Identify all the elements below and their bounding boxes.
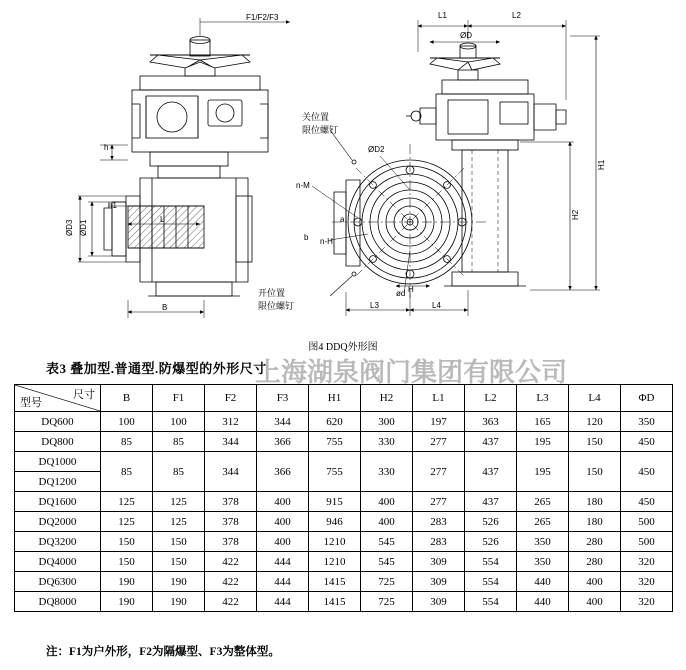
row-model-label: DQ2000 — [15, 512, 101, 532]
cell-L4: 400 — [569, 592, 621, 612]
cell-H1: 1415 — [309, 592, 361, 612]
dimensions-table-wrapper — [14, 384, 672, 612]
cell-F3: 366 — [257, 432, 309, 452]
label-phi-d: ød — [396, 289, 406, 298]
close-limit-line2: 限位螺钉 — [302, 125, 339, 135]
cell-L2: 526 — [465, 512, 517, 532]
cell-F2: 378 — [205, 512, 257, 532]
cell-B: 150 — [101, 552, 153, 572]
table-row — [15, 412, 673, 432]
table-row — [15, 532, 673, 552]
table-row — [15, 492, 673, 512]
cell-L2: 554 — [465, 552, 517, 572]
cell-L2: 437 — [465, 452, 517, 492]
cell-H2: 330 — [361, 452, 413, 492]
label-h1: h1 — [108, 201, 117, 210]
row-model-label: DQ8000 — [15, 592, 101, 612]
column-header-L3: L3 — [517, 385, 569, 412]
cell-F2: 422 — [205, 572, 257, 592]
cell-B: 190 — [101, 592, 153, 612]
cell-B: 190 — [101, 572, 153, 592]
cell-F3: 344 — [257, 412, 309, 432]
label-phi-d3: ØD3 — [65, 219, 74, 236]
cell-ΦD: 500 — [621, 512, 673, 532]
cell-B: 100 — [101, 412, 153, 432]
cell-F2: 422 — [205, 592, 257, 612]
row-model-label: DQ800 — [15, 432, 101, 452]
row-model-label: DQ600 — [15, 412, 101, 432]
label-angle-b: b — [304, 233, 309, 242]
cell-L3: 195 — [517, 452, 569, 492]
label-L4: L4 — [432, 301, 441, 310]
row-model-label: DQ3200 — [15, 532, 101, 552]
close-limit-line1: 关位置 — [302, 112, 330, 122]
table-note: 注：F1为户外形，F2为隔爆型、F3为整体型。 — [46, 646, 280, 658]
cell-B: 125 — [101, 512, 153, 532]
cell-L3: 350 — [517, 532, 569, 552]
cell-F3: 444 — [257, 572, 309, 592]
cell-ΦD: 320 — [621, 592, 673, 612]
cell-B: 125 — [101, 492, 153, 512]
column-header-F1: F1 — [153, 385, 205, 412]
cell-H1: 755 — [309, 452, 361, 492]
label-n-M: n-M — [296, 181, 310, 190]
cell-F1: 150 — [153, 532, 205, 552]
cell-H1: 620 — [309, 412, 361, 432]
cell-F1: 85 — [153, 432, 205, 452]
cell-ΦD: 320 — [621, 572, 673, 592]
cell-L1: 309 — [413, 572, 465, 592]
cell-L3: 265 — [517, 492, 569, 512]
cell-L4: 120 — [569, 412, 621, 432]
cell-L3: 165 — [517, 412, 569, 432]
cell-F1: 150 — [153, 552, 205, 572]
column-header-F2: F2 — [205, 385, 257, 412]
cell-F3: 366 — [257, 452, 309, 492]
cell-L4: 150 — [569, 452, 621, 492]
cell-L4: 150 — [569, 432, 621, 452]
label-n-H: n-H — [320, 237, 333, 246]
cell-F2: 378 — [205, 532, 257, 552]
column-header-H1: H1 — [309, 385, 361, 412]
cell-F2: 312 — [205, 412, 257, 432]
cell-H1: 915 — [309, 492, 361, 512]
label-phi-d1: ØD1 — [79, 219, 88, 236]
cell-H1: 1210 — [309, 552, 361, 572]
table-header-row — [15, 385, 673, 412]
corner-size-label: 尺寸 — [73, 389, 95, 401]
cell-F3: 400 — [257, 492, 309, 512]
cell-L3: 440 — [517, 592, 569, 612]
cell-ΦD: 350 — [621, 412, 673, 432]
label-h: h — [104, 143, 109, 152]
cell-F1: 125 — [153, 512, 205, 532]
cell-L4: 400 — [569, 572, 621, 592]
label-L: L — [160, 215, 165, 224]
cell-L2: 437 — [465, 432, 517, 452]
cell-H2: 545 — [361, 552, 413, 572]
cell-L1: 277 — [413, 452, 465, 492]
column-header-L1: L1 — [413, 385, 465, 412]
table-title: 表3 叠加型.普通型.防爆型的外形尺寸 — [46, 361, 267, 376]
column-header-ΦD: ΦD — [621, 385, 673, 412]
cell-H1: 755 — [309, 432, 361, 452]
cell-L2: 554 — [465, 592, 517, 612]
cell-H1: 946 — [309, 512, 361, 532]
cell-L3: 265 — [517, 512, 569, 532]
cell-L2: 437 — [465, 492, 517, 512]
cell-F3: 444 — [257, 592, 309, 612]
label-phi-D: ØD — [460, 31, 472, 40]
cell-L4: 280 — [569, 552, 621, 572]
cell-L1: 283 — [413, 512, 465, 532]
cell-L2: 363 — [465, 412, 517, 432]
label-H1: H1 — [597, 159, 606, 170]
row-model-label: DQ4000 — [15, 552, 101, 572]
cell-H2: 400 — [361, 492, 413, 512]
cell-H1: 1210 — [309, 532, 361, 552]
open-limit-line1: 开位置 — [258, 288, 286, 298]
label-phi-d2: ØD2 — [368, 145, 385, 154]
column-header-L4: L4 — [569, 385, 621, 412]
cell-L4: 180 — [569, 492, 621, 512]
dimensions-table — [14, 384, 673, 612]
cell-H2: 545 — [361, 532, 413, 552]
figure-caption: 图4 DDQ外形图 — [308, 342, 378, 353]
column-header-H2: H2 — [361, 385, 413, 412]
column-header-L2: L2 — [465, 385, 517, 412]
cell-L3: 195 — [517, 432, 569, 452]
label-L1: L1 — [438, 11, 447, 20]
table-row — [15, 512, 673, 532]
cell-F2: 422 — [205, 552, 257, 572]
cell-H2: 300 — [361, 412, 413, 432]
label-f-group: F1/F2/F3 — [246, 13, 279, 22]
cell-ΦD: 450 — [621, 432, 673, 452]
table-row — [15, 552, 673, 572]
cell-L1: 277 — [413, 492, 465, 512]
cell-H2: 330 — [361, 432, 413, 452]
cell-ΦD: 450 — [621, 452, 673, 492]
label-B: B — [162, 303, 168, 312]
cell-L1: 277 — [413, 432, 465, 452]
cell-B: 85 — [101, 432, 153, 452]
cell-H1: 1415 — [309, 572, 361, 592]
cell-L1: 309 — [413, 552, 465, 572]
cell-F3: 400 — [257, 512, 309, 532]
row-model-label: DQ6300 — [15, 572, 101, 592]
cell-F2: 344 — [205, 432, 257, 452]
table-row — [15, 452, 673, 472]
row-model-label: DQ1000 — [15, 452, 101, 472]
watermark: 上海湖泉阀门集团有限公司 — [255, 358, 568, 387]
cell-F1: 190 — [153, 572, 205, 592]
cell-B: 85 — [101, 452, 153, 492]
label-angle-a: a — [340, 215, 345, 224]
cell-L4: 180 — [569, 512, 621, 532]
cell-H2: 725 — [361, 572, 413, 592]
cell-L3: 440 — [517, 572, 569, 592]
column-header-F3: F3 — [257, 385, 309, 412]
cell-ΦD: 450 — [621, 492, 673, 512]
table-row — [15, 592, 673, 612]
cell-F2: 344 — [205, 452, 257, 492]
cell-L1: 197 — [413, 412, 465, 432]
open-limit-line2: 限位螺钉 — [258, 301, 295, 311]
cell-L3: 350 — [517, 552, 569, 572]
cell-L2: 554 — [465, 572, 517, 592]
cell-H2: 400 — [361, 512, 413, 532]
row-model-label: DQ1200 — [15, 472, 101, 492]
table-corner-cell — [15, 385, 101, 412]
label-L2: L2 — [512, 11, 521, 20]
table-row — [15, 432, 673, 452]
cell-F1: 190 — [153, 592, 205, 612]
label-L3: L3 — [370, 301, 379, 310]
cell-F1: 85 — [153, 452, 205, 492]
table-row — [15, 572, 673, 592]
cell-L2: 526 — [465, 532, 517, 552]
cell-F1: 100 — [153, 412, 205, 432]
cell-L1: 283 — [413, 532, 465, 552]
cell-F1: 125 — [153, 492, 205, 512]
cell-L4: 280 — [569, 532, 621, 552]
row-model-label: DQ1600 — [15, 492, 101, 512]
cell-F3: 444 — [257, 552, 309, 572]
corner-model-label: 型号 — [20, 397, 42, 409]
column-header-B: B — [101, 385, 153, 412]
cell-L1: 309 — [413, 592, 465, 612]
label-H2: H2 — [571, 209, 580, 220]
cell-ΦD: 500 — [621, 532, 673, 552]
cell-F3: 400 — [257, 532, 309, 552]
cell-H2: 725 — [361, 592, 413, 612]
label-H: H — [408, 285, 414, 294]
cell-B: 150 — [101, 532, 153, 552]
cell-F2: 378 — [205, 492, 257, 512]
cell-ΦD: 320 — [621, 552, 673, 572]
